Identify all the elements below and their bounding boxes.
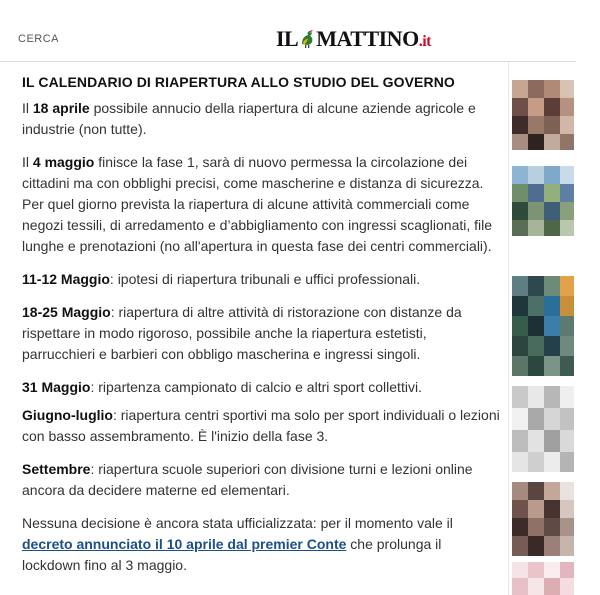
calendar-entry: 31 Maggio: ripartenza campionato di calcio e altri sport collettivi. [22,379,422,395]
logo-tld: .it [418,33,431,50]
entry-date: 18-25 Maggio [22,304,111,320]
calendar-entry: 11-12 Maggio: ipotesi di riapertura tribunali e uffici professionali. [22,271,421,287]
decree-link[interactable]: decreto annunciato il 10 aprile dal premier Conte [22,536,347,552]
entry-date: 18 aprile [32,100,90,116]
logo-text-left: IL [276,26,299,51]
calendar-entry: 18-25 Maggio: riapertura di altre attività di ristorazione con distanze da rispettare in modo rigoroso, possibile anche la riapertura estetisti, parrucchieri e barbieri con obbligo mascherina e ingressi singoli. [22,304,462,362]
calendar-entry: Il 18 aprile possibile annucio della riapertura di alcune aziende agricole e industrie (non tutte). [22,100,476,137]
sidebar-thumbnails [512,62,576,595]
calendar-entry: Giugno-luglio: riapertura centri sportivi ma solo per sport individuali o lezioni con basso assembramento. È l'inizio della fase 3. [22,407,500,444]
logo-text-right: MATTINO [316,26,419,51]
thumbnail-image[interactable] [512,386,574,472]
thumbnail-image[interactable] [512,166,574,236]
search-link[interactable]: CERCA [18,33,60,45]
column-divider [508,62,509,595]
entry-date: Settembre [22,461,91,477]
closing-paragraph: Nessuna decisione è ancora stata ufficializzata: per il momento vale il decreto annunciato il 10 aprile dal premier Conte che prolunga il lockdown fino al 3 maggio. [22,515,453,573]
thumbnail-image[interactable] [512,276,574,376]
entry-date: Giugno-luglio [22,407,113,423]
thumbnail-image[interactable] [512,80,574,150]
calendar-entry: Settembre: riapertura scuole superiori con divisione turni e lezioni online ancora da decidere materne ed elementari. [22,461,473,498]
entry-date: 31 Maggio [22,379,91,395]
calendar-entry: Il 4 maggio finisce la fase 1, sarà di nuovo permessa la circolazione dei cittadini ma con obblighi precisi, come mascherine e distanza di sicurezza. Per quel giorno prevista la riapertura di alcune attività commerciali come negozi tessili, di arredamento e d’abbigliamento con ingressi scaglionati, file lunghe e prenotazioni (no all'apertura in questa fase dei centri commerciali). [22,154,493,254]
site-header [0,0,576,62]
thumbnail-image[interactable] [512,482,574,556]
thumbnail-image[interactable] [512,562,574,595]
entry-date: 4 maggio [32,154,95,170]
rooster-icon [299,28,315,46]
article-heading: IL CALENDARIO DI RIAPERTURA ALLO STUDIO DEL GOVERNO [22,74,455,90]
entry-date: 11-12 Maggio [22,271,110,287]
site-logo[interactable] [276,26,431,52]
article-body [22,72,502,588]
